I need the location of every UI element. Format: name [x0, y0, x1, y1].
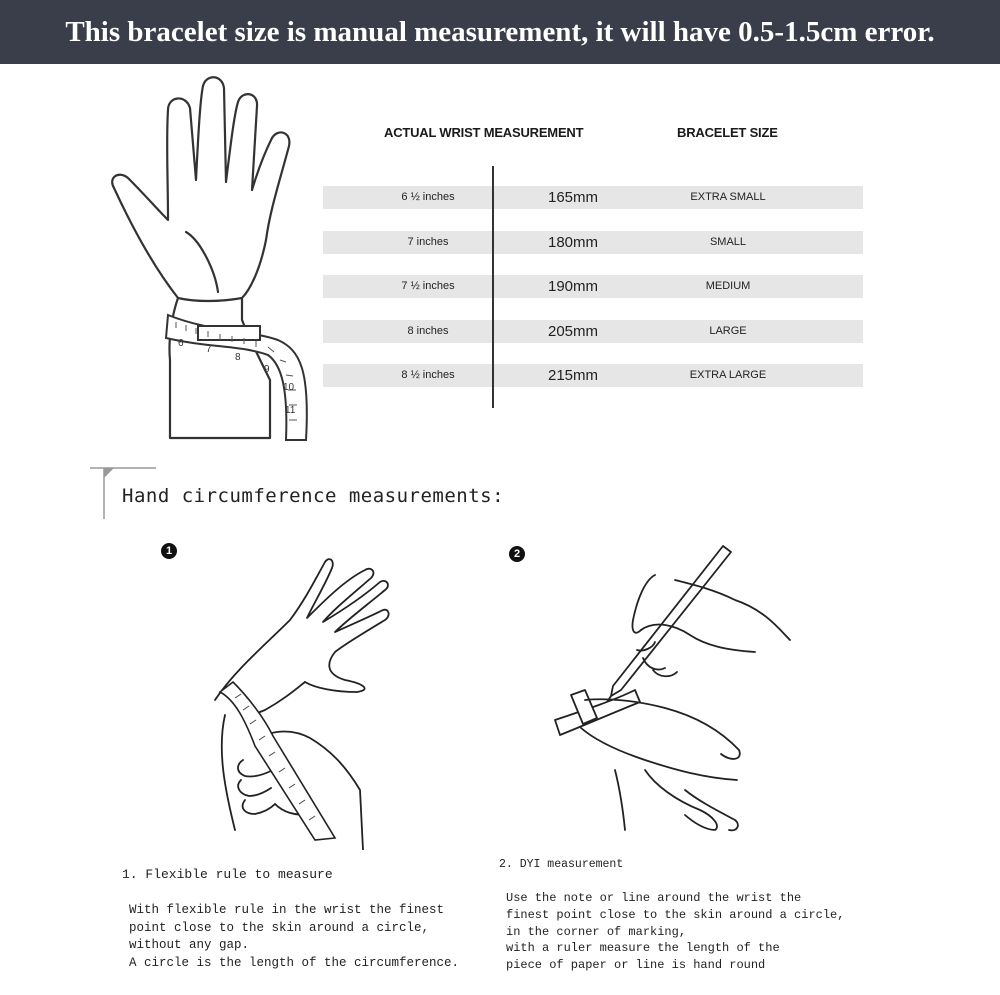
- tape-number: 11: [285, 405, 296, 416]
- step-1-line: With flexible rule in the wrist the finest: [129, 903, 445, 917]
- step-1-badge: 1: [161, 543, 177, 559]
- hand-with-tape-icon: [100, 70, 320, 445]
- step-2-caption: 2. DYI measurement: [499, 858, 624, 871]
- tape-number: 10: [283, 382, 295, 393]
- cell-inches: 8 ½ inches: [401, 369, 455, 381]
- table-divider: [492, 166, 494, 408]
- table-row: [323, 275, 863, 298]
- step-1-line: A circle is the length of the circumference.: [129, 955, 460, 970]
- step-1-description: [129, 902, 459, 972]
- step-2-line: piece of paper or line is hand round: [506, 958, 766, 973]
- table-row: [323, 364, 863, 387]
- ruler-measure-icon: [195, 550, 405, 850]
- cell-mm: 180mm: [547, 234, 599, 251]
- cell-mm: 190mm: [547, 278, 599, 295]
- cell-size: EXTRA SMALL: [690, 191, 766, 203]
- step-1-line: without any gap.: [129, 938, 250, 952]
- cell-mm: 165mm: [547, 189, 599, 206]
- cell-size: SMALL: [709, 236, 747, 248]
- step-2-description: [506, 890, 844, 974]
- header-bracelet-size: BRACELET SIZE: [677, 125, 778, 140]
- step-1-caption: 1. Flexible rule to measure: [122, 867, 333, 882]
- table-row: [323, 186, 863, 209]
- cell-mm: 205mm: [547, 323, 599, 340]
- cell-size: MEDIUM: [705, 280, 751, 292]
- pen-marking-icon: [525, 540, 805, 840]
- error-banner: This bracelet size is manual measurement, it will have 0.5-1.5cm error.: [0, 0, 1000, 64]
- cell-size: LARGE: [709, 325, 747, 337]
- table-row: [323, 231, 863, 254]
- step-1-line: point close to the skin around a circle,: [129, 920, 430, 935]
- cell-mm: 215mm: [547, 367, 599, 384]
- step-2-line: finest point close to the skin around a circle,: [506, 907, 845, 922]
- cell-inches: 8 inches: [407, 325, 449, 337]
- cell-inches: 7 ½ inches: [401, 280, 455, 292]
- tape-number: 7: [206, 344, 212, 355]
- step-2-line: in the corner of marking,: [506, 924, 687, 939]
- cell-inches: 7 inches: [407, 236, 449, 248]
- table-row: [323, 320, 863, 343]
- section-title: Hand circumference measurements:: [122, 485, 505, 507]
- cell-size: EXTRA LARGE: [689, 369, 767, 381]
- step-2-badge: 2: [509, 546, 525, 562]
- step-2-line: Use the note or line around the wrist the: [506, 891, 802, 905]
- tape-number: 6: [178, 338, 184, 349]
- tape-number: 9: [264, 364, 270, 375]
- header-wrist-measurement: ACTUAL WRIST MEASUREMENT: [384, 125, 584, 140]
- cell-inches: 6 ½ inches: [401, 191, 455, 203]
- tape-number: 8: [235, 352, 241, 363]
- step-2-line: with a ruler measure the length of the: [506, 941, 780, 956]
